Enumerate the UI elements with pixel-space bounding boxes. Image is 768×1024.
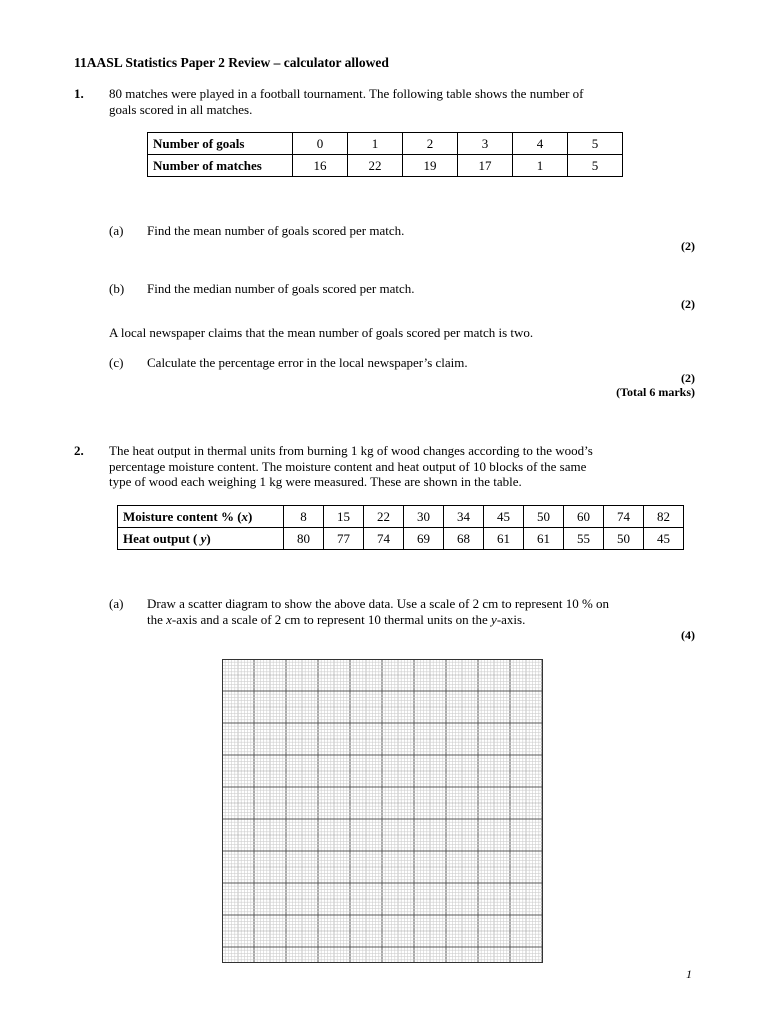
q2-part-a-line-1: Draw a scatter diagram to show the above data. Use a scale of 2 cm to represent 10 % on [147, 596, 610, 611]
table-cell: 8 [284, 506, 324, 528]
q2-intro-line-1: The heat output in thermal units from burning 1 kg of wood changes according to the wood’s [109, 443, 593, 458]
table-cell: 68 [444, 528, 484, 550]
moisture-heat-table [117, 505, 684, 550]
page-number: 1 [686, 967, 692, 981]
graph-paper-grid[interactable] [222, 659, 543, 963]
q1-intro-line-1: 80 matches were played in a football tournament. The following table shows the number of [109, 86, 584, 101]
table-cell: 0 [293, 133, 348, 155]
table-cell: 5 [568, 133, 623, 155]
table-cell: 69 [404, 528, 444, 550]
q2-part-a-label: (a) [109, 596, 124, 611]
table-cell: 74 [604, 506, 644, 528]
q1-part-b-label: (b) [109, 281, 125, 296]
table-cell: 3 [458, 133, 513, 155]
table-cell: 16 [293, 155, 348, 177]
table-cell: 5 [568, 155, 623, 177]
table-cell: 74 [364, 528, 404, 550]
table-row [118, 506, 684, 528]
table-cell: 22 [364, 506, 404, 528]
table-cell: 77 [324, 528, 364, 550]
table-cell: 15 [324, 506, 364, 528]
page-title: 11AASL Statistics Paper 2 Review – calculator allowed [74, 55, 389, 70]
q2-intro-line-2: percentage moisture content. The moisture content and heat output of 10 blocks of the same [109, 458, 587, 474]
table-row [148, 133, 623, 155]
q1-part-b-marks: (2) [681, 297, 695, 311]
table-cell: 50 [524, 506, 564, 528]
table-cell: 61 [484, 528, 524, 550]
q1-part-c-marks: (2) [681, 371, 695, 385]
question-2-number: 2. [74, 443, 84, 458]
q1-part-a-text: Find the mean number of goals scored per match. [147, 223, 405, 238]
q2-part-a-marks: (4) [681, 628, 695, 642]
question-2-intro [109, 443, 593, 490]
table-cell: 17 [458, 155, 513, 177]
q2-part-a-line-2: the x-axis and a scale of 2 cm to represent 10 thermal units on the y-axis. [147, 611, 526, 627]
moisture-header: Moisture content % (x) [123, 508, 253, 524]
table-cell: 34 [444, 506, 484, 528]
table-row-header: Number of matches [148, 155, 293, 177]
table-cell: 82 [644, 506, 684, 528]
table-cell: 19 [403, 155, 458, 177]
table-cell: 45 [484, 506, 524, 528]
q1-total-marks: (Total 6 marks) [616, 385, 695, 399]
question-1-intro [109, 86, 584, 117]
q1-intro-line-2: goals scored in all matches. [109, 101, 253, 117]
table-cell: 80 [284, 528, 324, 550]
table-cell: 22 [348, 155, 403, 177]
table-row-header: Heat output ( y) [118, 528, 284, 550]
table-row [118, 528, 684, 550]
q2-intro-line-3: type of wood each weighing 1 kg were measured. These are shown in the table. [109, 474, 522, 489]
q1-part-c-label: (c) [109, 355, 124, 370]
table-row-header [118, 506, 284, 528]
table-cell: 2 [403, 133, 458, 155]
table-cell: 55 [564, 528, 604, 550]
q1-claim-text: A local newspaper claims that the mean number of goals scored per match is two. [109, 325, 534, 340]
table-cell: 30 [404, 506, 444, 528]
q1-part-a-label: (a) [109, 223, 124, 238]
table-cell: 1 [348, 133, 403, 155]
table-cell: 50 [604, 528, 644, 550]
q2-part-a-text [147, 596, 609, 627]
q1-part-c-text: Calculate the percentage error in the local newspaper’s claim. [147, 355, 468, 370]
q1-part-a-marks: (2) [681, 239, 695, 253]
table-cell: 4 [513, 133, 568, 155]
question-1-number: 1. [74, 86, 84, 101]
table-cell: 60 [564, 506, 604, 528]
table-row-header: Number of goals [148, 133, 293, 155]
table-row [148, 155, 623, 177]
table-cell: 61 [524, 528, 564, 550]
goals-table [147, 132, 623, 177]
table-cell: 45 [644, 528, 684, 550]
q1-part-b-text: Find the median number of goals scored per match. [147, 281, 415, 296]
table-cell: 1 [513, 155, 568, 177]
